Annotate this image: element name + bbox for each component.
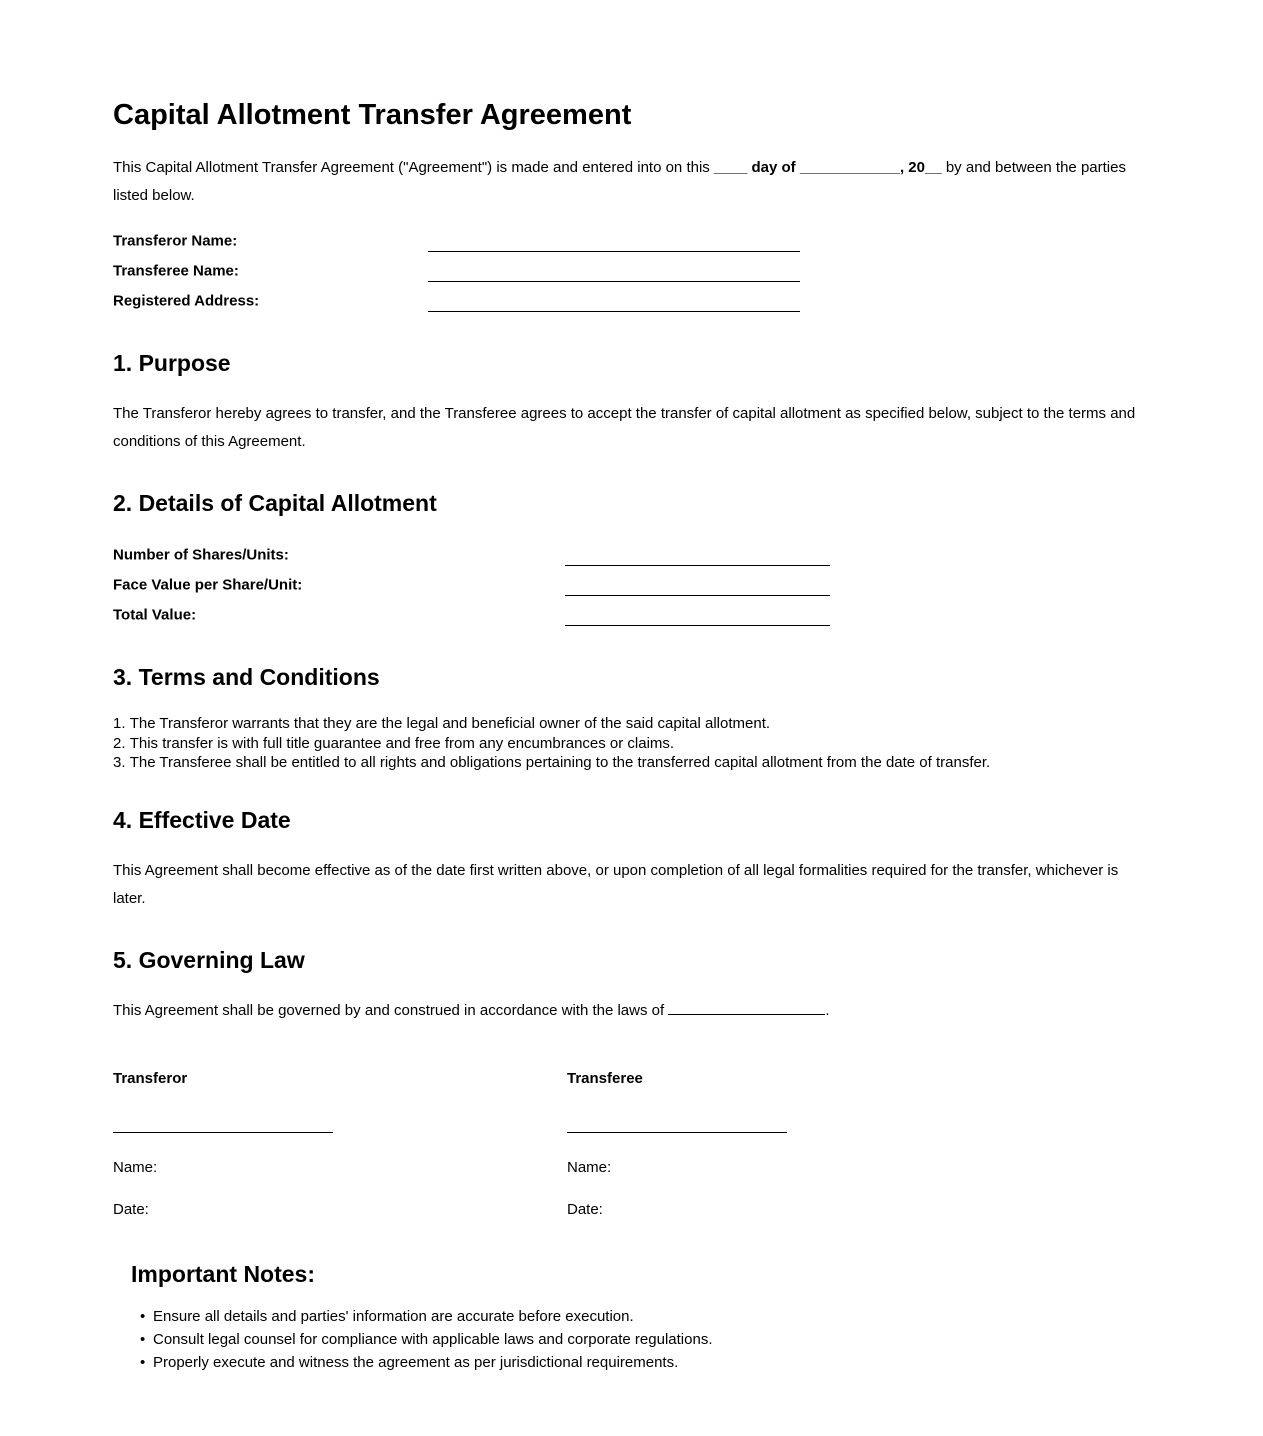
transferor-name-row — [113, 226, 1143, 256]
transferor-name-label: Transferor Name: — [113, 232, 238, 250]
face-value-row — [113, 570, 1143, 600]
transferor-role-label: Transferor — [113, 1069, 188, 1087]
transferee-name-field-label: Name: — [567, 1158, 612, 1176]
registered-address-label: Registered Address: — [113, 292, 260, 310]
important-notes-heading: Important Notes: — [131, 1260, 315, 1287]
shares-units-label: Number of Shares/Units: — [113, 546, 289, 564]
transferee-date-field-label: Date: — [567, 1200, 603, 1218]
signature-column-transferor — [113, 1071, 567, 1217]
transferor-name-field-label: Name: — [113, 1158, 158, 1176]
transferor-date-field-label: Date: — [113, 1200, 149, 1218]
transferor-name-line — [428, 251, 800, 252]
shares-units-row — [113, 540, 1143, 570]
face-value-line — [565, 595, 830, 596]
transferee-role-label: Transferee — [567, 1069, 643, 1087]
signature-block — [113, 1071, 1143, 1217]
face-value-label: Face Value per Share/Unit: — [113, 576, 303, 594]
governing-law-period: . — [825, 1001, 830, 1019]
intro-date-blanks: ____ day of ____________, 20__ — [713, 159, 942, 176]
total-value-row — [113, 600, 1143, 630]
important-notes-block — [131, 1261, 1143, 1374]
details-heading: 2. Details of Capital Allotment — [113, 490, 437, 516]
terms-item: 1. The Transferor warrants that they are the legal and beneficial owner of the said capital allotment. — [113, 714, 1143, 734]
intro-paragraph — [113, 154, 1143, 210]
shares-units-line — [565, 565, 830, 566]
total-value-line — [565, 625, 830, 626]
terms-item: 2. This transfer is with full title guarantee and free from any encumbrances or claims. — [113, 734, 1143, 754]
detail-fields — [113, 540, 1143, 630]
transferor-signature-line — [113, 1132, 333, 1133]
transferee-name-row — [113, 256, 1143, 286]
intro-text-pre: This Capital Allotment Transfer Agreement ("Agreement") is made and entered into on this — [113, 159, 710, 176]
document-title: Capital Allotment Transfer Agreement — [113, 99, 632, 131]
effective-date-heading: 4. Effective Date — [113, 806, 291, 833]
terms-heading: 3. Terms and Conditions — [113, 664, 380, 690]
note-item: • Ensure all details and parties' information are accurate before execution. — [153, 1305, 1143, 1328]
note-item: • Properly execute and witness the agreement as per jurisdictional requirements. — [153, 1351, 1143, 1374]
governing-law-blank-line — [668, 1014, 825, 1015]
registered-address-row — [113, 286, 1143, 316]
governing-law-text: This Agreement shall be governed by and construed in accordance with the laws of — [113, 1001, 665, 1019]
registered-address-line — [428, 311, 800, 312]
signature-column-transferee — [567, 1071, 1021, 1217]
party-fields — [113, 226, 1143, 316]
transferee-signature-line — [567, 1132, 787, 1133]
terms-list — [113, 714, 1143, 773]
purpose-heading: 1. Purpose — [113, 350, 231, 376]
effective-date-paragraph: This Agreement shall become effective as of the date first written above, or upon completion of all legal formalities required for the transfer, whichever is later. — [113, 861, 1119, 907]
intro-text-post: by and between the parties listed below. — [113, 159, 1126, 204]
terms-item: 3. The Transferee shall be entitled to all rights and obligations pertaining to the transferred capital allotment from the date of transfer. — [113, 753, 1143, 773]
note-item: • Consult legal counsel for compliance with applicable laws and corporate regulations. — [153, 1328, 1143, 1351]
transferee-name-line — [428, 281, 800, 282]
transferee-name-label: Transferee Name: — [113, 262, 239, 280]
total-value-label: Total Value: — [113, 606, 197, 624]
governing-law-paragraph — [113, 997, 1143, 1025]
governing-law-heading: 5. Governing Law — [113, 946, 305, 973]
important-notes-list — [131, 1305, 1143, 1374]
purpose-paragraph: The Transferor hereby agrees to transfer, and the Transferee agrees to accept the transfer of capital allotment as specified below, subject to the terms and conditions of this Agreement. — [113, 405, 1136, 450]
